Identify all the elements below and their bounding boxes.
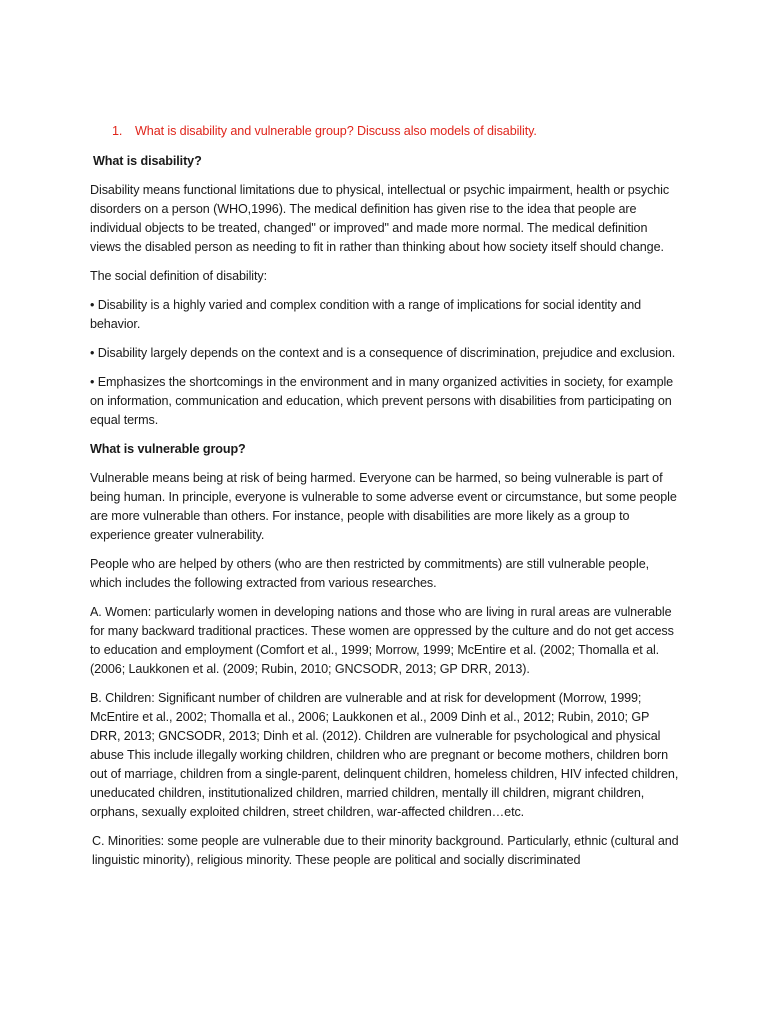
social-definition-bullet: • Disability is a highly varied and complex condition with a range of implications for social identity and behavior. — [90, 298, 642, 331]
social-definition-bullet: • Emphasizes the shortcomings in the environment and in many organized activities in society, for example on information, communication and education, which prevent persons with disabilities from participating on equal terms. — [90, 375, 674, 427]
group-children-paragraph: B. Children: Significant number of children are vulnerable and at risk for development (Morrow, 1999; McEntire et al., 2002; Thomalla et al., 2006; Laukkonen et al., 2009 Dinh et al., 2012; Rubin, 2010; GP DRR, 2013; GNCSODR, 2013; Dinh et al. (2012). Children are vulnerable for psychological and physical abuse This include illegally working children, children who are pregnant or become mothers, children born out of marriage, children from a single-parent, delinquent children, homeless children, HIV infected children, uneducated children, institutionalized children, married children, mentally ill children, migrant children, orphans, sexually exploited children, street children, war-affected children…etc. — [90, 691, 679, 819]
disability-heading: What is disability? — [93, 154, 202, 168]
question-heading — [90, 122, 680, 141]
group-minorities-paragraph: C. Minorities: some people are vulnerable due to their minority background. Particularly, ethnic (cultural and linguistic minority), religious minority. These people are political and socially discriminated — [92, 834, 679, 867]
vulnerable-group-heading: What is vulnerable group? — [90, 442, 246, 456]
question-text: What is disability and vulnerable group? Discuss also models of disability. — [135, 124, 537, 138]
vulnerable-people-intro: People who are helped by others (who are then restricted by commitments) are still vulnerable people, which includes the following extracted from various researches. — [90, 557, 650, 590]
question-number: 1. — [112, 124, 123, 138]
disability-definition-paragraph: Disability means functional limitations due to physical, intellectual or psychic impairment, health or psychic disorders on a person (WHO,1996). The medical definition has given rise to the idea that people are individual objects to be treated, changed" or improved" and made more normal. The medical definition views the disabled person as needing to fit in rather than thinking about how society itself should change. — [90, 183, 670, 254]
social-definition-bullet: • Disability largely depends on the context and is a consequence of discrimination, prejudice and exclusion. — [90, 346, 676, 360]
vulnerable-definition-paragraph: Vulnerable means being at risk of being harmed. Everyone can be harmed, so being vulnerable is part of being human. In principle, everyone is vulnerable to some adverse event or circumstance, but some people are more vulnerable than others. For instance, people with disabilities are more likely as a group to experience greater vulnerability. — [90, 471, 677, 542]
group-women-paragraph: A. Women: particularly women in developing nations and those who are living in rural areas are vulnerable for many backward traditional practices. These women are oppressed by the culture and do not get access to education and employment (Comfort et al., 1999; Morrow, 1999; McEntire et al. (2002; Thomalla et al. (2006; Laukkonen et al. (2009; Rubin, 2010; GNCSODR, 2013; GP DRR, 2013). — [90, 605, 674, 676]
social-definition-intro: The social definition of disability: — [90, 269, 268, 283]
document-body — [90, 122, 680, 880]
